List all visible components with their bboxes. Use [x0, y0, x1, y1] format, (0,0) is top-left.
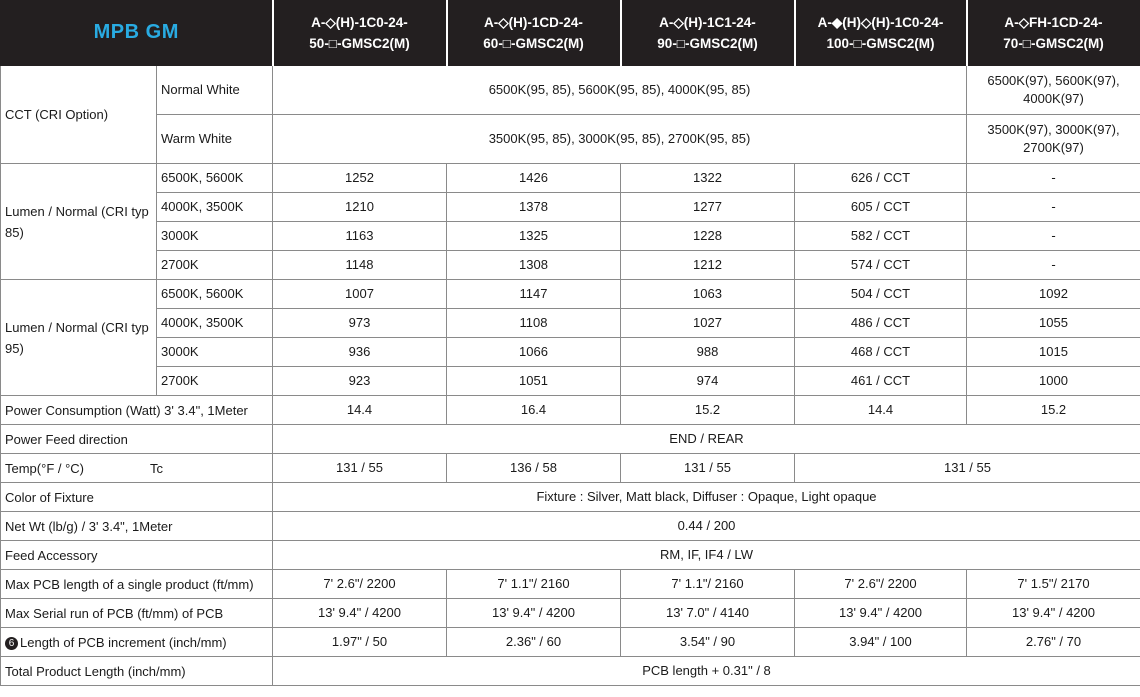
lumen85-row [1, 193, 1140, 222]
model-line-2: 70-□-GMSC2(M) [1003, 36, 1104, 51]
model-line-1: A-◆(H)◇(H)-1C0-24- [817, 15, 944, 30]
lumen-value: 1000 [967, 367, 1140, 396]
color-label: Color of Fixture [1, 483, 273, 512]
lumen-value: 973 [273, 309, 447, 338]
weight-row [1, 512, 1140, 541]
lumen85-label: Lumen / Normal (CRI typ 85) [1, 164, 157, 280]
cct-warm-label: Warm White [157, 115, 273, 164]
total-label: Total Product Length (inch/mm) [1, 657, 273, 686]
model-header [967, 1, 1140, 66]
lumen-value: 1066 [447, 338, 621, 367]
increment-value: 2.76" / 70 [967, 628, 1140, 657]
lumen-value: 1228 [621, 222, 795, 251]
power-label: Power Consumption (Watt) 3' 3.4", 1Meter [1, 396, 273, 425]
lumen-value: - [967, 251, 1140, 280]
cct-normal-row [1, 66, 1140, 115]
header-row [1, 1, 1140, 66]
cct-warm-shared: 3500K(95, 85), 3000K(95, 85), 2700K(95, 85) [273, 115, 967, 164]
lumen-temp: 4000K, 3500K [157, 309, 273, 338]
lumen85-row [1, 164, 1140, 193]
lumen-temp: 2700K [157, 367, 273, 396]
temp-label-cell [1, 454, 273, 483]
power-value: 16.4 [447, 396, 621, 425]
power-value: 15.2 [967, 396, 1140, 425]
cct-warm-last: 3500K(97), 3000K(97), 2700K(97) [967, 115, 1140, 164]
model-header [273, 1, 447, 66]
increment-value: 3.94" / 100 [795, 628, 967, 657]
lumen-value: 1308 [447, 251, 621, 280]
increment-label-cell [1, 628, 273, 657]
feed-direction-row [1, 425, 1140, 454]
lumen-value: 936 [273, 338, 447, 367]
max-pcb-value: 7' 1.5"/ 2170 [967, 570, 1140, 599]
total-row [1, 657, 1140, 686]
max-pcb-value: 7' 2.6"/ 2200 [795, 570, 967, 599]
lumen-value: 1007 [273, 280, 447, 309]
temp-value: 131 / 55 [273, 454, 447, 483]
weight-value: 0.44 / 200 [273, 512, 1140, 541]
lumen-value: 582 / CCT [795, 222, 967, 251]
lumen-value: 923 [273, 367, 447, 396]
lumen85-row [1, 251, 1140, 280]
lumen-value: 1163 [273, 222, 447, 251]
lumen-value: 1015 [967, 338, 1140, 367]
model-line-2: 90-□-GMSC2(M) [657, 36, 758, 51]
model-line-1: A-◇(H)-1C1-24- [659, 15, 756, 30]
lumen-value: 988 [621, 338, 795, 367]
lumen-temp: 3000K [157, 222, 273, 251]
lumen-value: 605 / CCT [795, 193, 967, 222]
max-serial-label: Max Serial run of PCB (ft/mm) of PCB [1, 599, 273, 628]
color-value: Fixture : Silver, Matt black, Diffuser : Opaque, Light opaque [273, 483, 1140, 512]
power-row [1, 396, 1140, 425]
lumen95-label: Lumen / Normal (CRI typ 95) [1, 280, 157, 396]
cct-warm-row [1, 115, 1140, 164]
max-pcb-value: 7' 1.1"/ 2160 [621, 570, 795, 599]
max-serial-row [1, 599, 1140, 628]
lumen-value: 1325 [447, 222, 621, 251]
lumen-value: 1277 [621, 193, 795, 222]
lumen95-row [1, 338, 1140, 367]
lumen-value: - [967, 193, 1140, 222]
increment-value: 3.54" / 90 [621, 628, 795, 657]
max-serial-value: 13' 7.0" / 4140 [621, 599, 795, 628]
total-value: PCB length + 0.31" / 8 [273, 657, 1140, 686]
lumen-value: 1212 [621, 251, 795, 280]
max-serial-value: 13' 9.4" / 4200 [447, 599, 621, 628]
tc-label: Tc [150, 460, 164, 476]
cct-label: CCT (CRI Option) [1, 66, 157, 164]
max-pcb-label: Max PCB length of a single product (ft/mm) [1, 570, 273, 599]
lumen-value: 1426 [447, 164, 621, 193]
lumen-value: 1147 [447, 280, 621, 309]
feed-direction-label: Power Feed direction [1, 425, 273, 454]
lumen-value: 1252 [273, 164, 447, 193]
lumen-value: 1063 [621, 280, 795, 309]
lumen-value: 1027 [621, 309, 795, 338]
power-value: 14.4 [273, 396, 447, 425]
lumen85-row [1, 222, 1140, 251]
lumen-value: 468 / CCT [795, 338, 967, 367]
max-serial-value: 13' 9.4" / 4200 [273, 599, 447, 628]
lumen-value: 1092 [967, 280, 1140, 309]
lumen-temp: 6500K, 5600K [157, 280, 273, 309]
temp-label: Temp(°F / °C) [5, 460, 85, 476]
max-pcb-value: 7' 2.6"/ 2200 [273, 570, 447, 599]
increment-value: 2.36" / 60 [447, 628, 621, 657]
accessory-label: Feed Accessory [1, 541, 273, 570]
temp-value: 136 / 58 [447, 454, 621, 483]
increment-label: Length of PCB increment (inch/mm) [20, 634, 227, 650]
lumen-value: 1055 [967, 309, 1140, 338]
brand-cell [1, 1, 273, 66]
lumen-value: 486 / CCT [795, 309, 967, 338]
model-header [447, 1, 621, 66]
lumen-temp: 4000K, 3500K [157, 193, 273, 222]
model-line-2: 100-□-GMSC2(M) [826, 36, 935, 51]
lumen-value: 1378 [447, 193, 621, 222]
lumen-value: 1051 [447, 367, 621, 396]
color-row [1, 483, 1140, 512]
max-pcb-value: 7' 1.1"/ 2160 [447, 570, 621, 599]
lumen-temp: 2700K [157, 251, 273, 280]
temp-value: 131 / 55 [621, 454, 795, 483]
cct-normal-label: Normal White [157, 66, 273, 115]
cct-normal-shared: 6500K(95, 85), 5600K(95, 85), 4000K(95, 85) [273, 66, 967, 115]
max-pcb-row [1, 570, 1140, 599]
lumen-value: - [967, 222, 1140, 251]
power-value: 14.4 [795, 396, 967, 425]
lumen-value: 1148 [273, 251, 447, 280]
weight-label: Net Wt (lb/g) / 3' 3.4", 1Meter [1, 512, 273, 541]
lumen-value: 574 / CCT [795, 251, 967, 280]
lumen95-row [1, 367, 1140, 396]
lumen95-row [1, 280, 1140, 309]
model-line-2: 50-□-GMSC2(M) [309, 36, 410, 51]
model-line-1: A-◇(H)-1C0-24- [311, 15, 408, 30]
accessory-row [1, 541, 1140, 570]
max-serial-value: 13' 9.4" / 4200 [795, 599, 967, 628]
accessory-value: RM, IF, IF4 / LW [273, 541, 1140, 570]
lumen-value: 626 / CCT [795, 164, 967, 193]
model-line-2: 60-□-GMSC2(M) [483, 36, 584, 51]
max-serial-value: 13' 9.4" / 4200 [967, 599, 1140, 628]
power-value: 15.2 [621, 396, 795, 425]
lumen-value: 1322 [621, 164, 795, 193]
lumen-value: 461 / CCT [795, 367, 967, 396]
cct-normal-last: 6500K(97), 5600K(97), 4000K(97) [967, 66, 1140, 115]
lumen-value: 1210 [273, 193, 447, 222]
brand-title: MPB GM [93, 21, 179, 43]
lumen-temp: 3000K [157, 338, 273, 367]
lumen-value: 504 / CCT [795, 280, 967, 309]
temp-value: 131 / 55 [795, 454, 1140, 483]
increment-value: 1.97" / 50 [273, 628, 447, 657]
feed-direction-value: END / REAR [273, 425, 1140, 454]
lumen-value: 974 [621, 367, 795, 396]
model-header [621, 1, 795, 66]
lumen-value: 1108 [447, 309, 621, 338]
number-badge-icon: 6 [5, 637, 18, 650]
lumen-temp: 6500K, 5600K [157, 164, 273, 193]
lumen95-row [1, 309, 1140, 338]
model-header [795, 1, 967, 66]
lumen-value: - [967, 164, 1140, 193]
temp-row [1, 454, 1140, 483]
model-line-1: A-◇FH-1CD-24- [1004, 15, 1103, 30]
increment-row [1, 628, 1140, 657]
model-line-1: A-◇(H)-1CD-24- [484, 15, 583, 30]
